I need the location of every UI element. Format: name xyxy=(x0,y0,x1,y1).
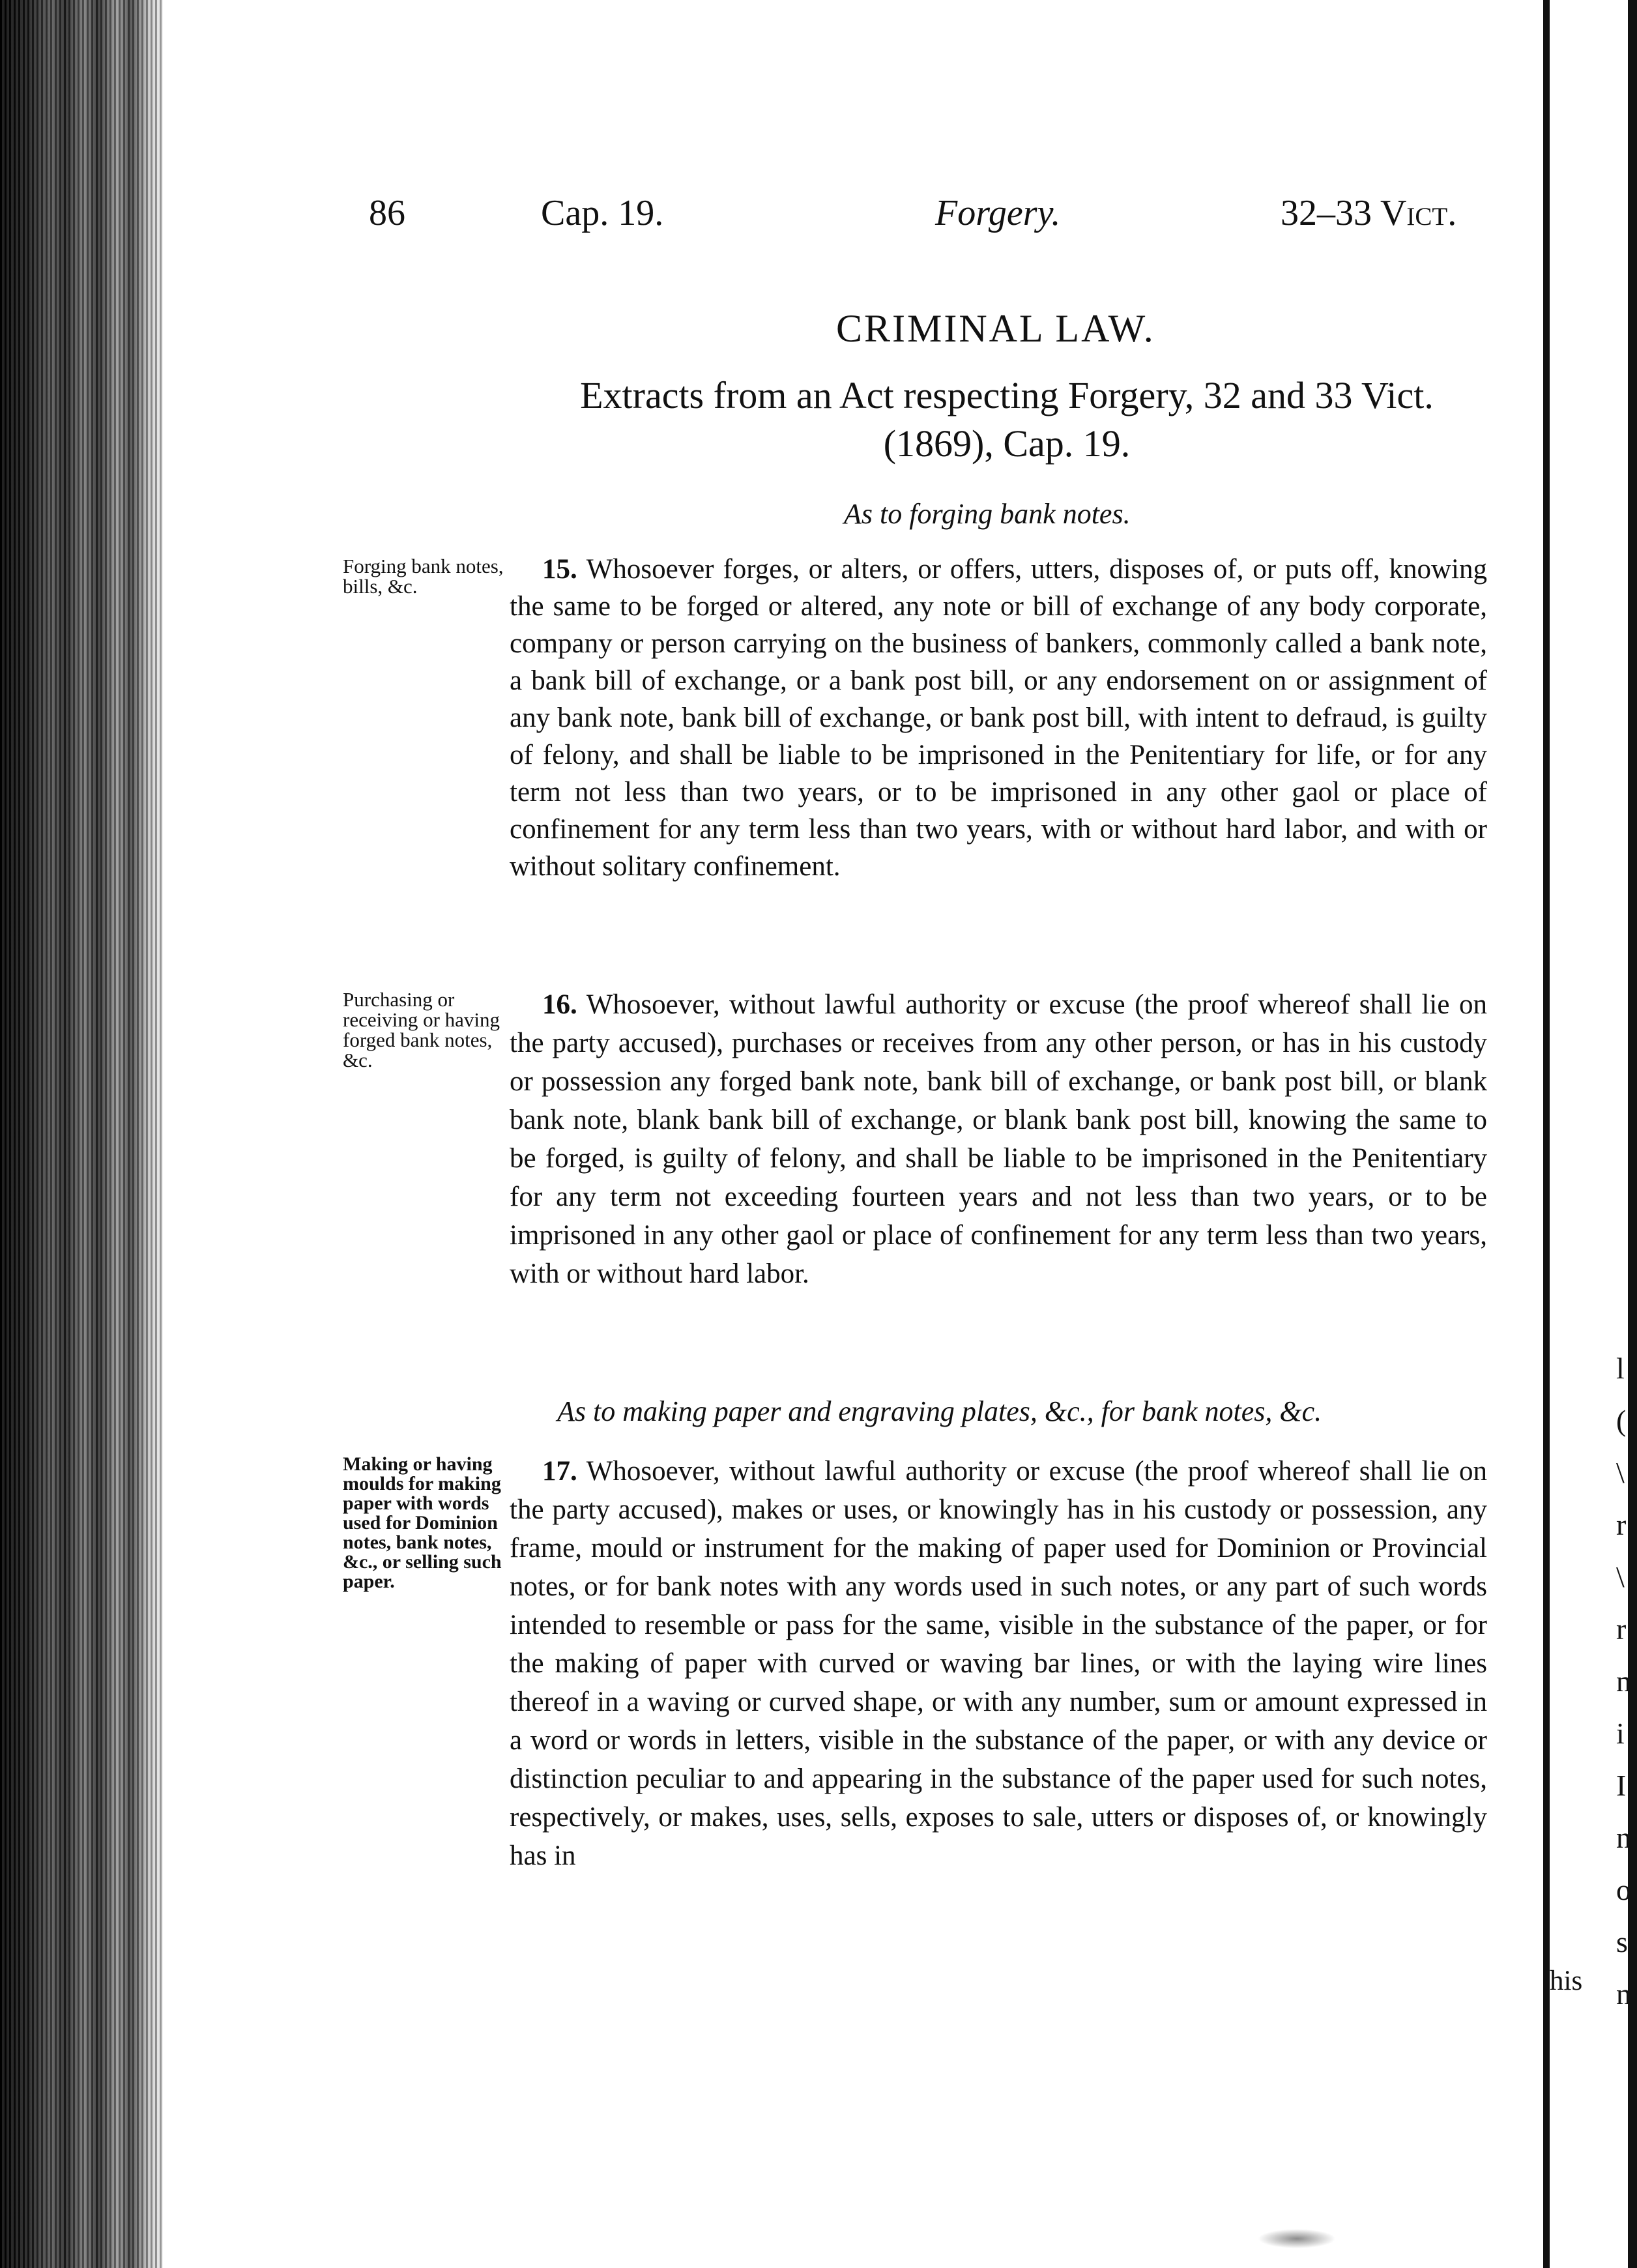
heading-bank-notes: As to forging bank notes. xyxy=(844,498,1131,530)
ink-smudge xyxy=(1258,2229,1336,2248)
section-17 xyxy=(510,1452,1487,1875)
topic-label: Forgery. xyxy=(935,193,1061,233)
next-page-letter: r xyxy=(1616,1508,1627,1541)
next-page-letter: I xyxy=(1616,1769,1627,1802)
section-text: Whosoever, without lawful authority or excuse (the proof whereof shall lie on the party accused), makes or uses, or knowingly has in his custody or possession, any frame, mould or instrument for the making of paper used for Dominion or Provincial notes, or for bank notes with any words used in such notes, or any part of such words intended to resemble or pass for the same, visible in the substance of the paper, or for the making of paper with curved or waving bar lines, or with the laying wire lines thereof in a waving or curved shape, or with any number, sum or amount expressed in a word or words in letters, visible in the substance of the paper, or with any device or distinction peculiar to and appearing in the substance of the paper used for such notes, respectively, or makes, uses, sells, exposes to sale, utters or disposes of, or knowingly has in xyxy=(510,1456,1487,1871)
next-page-letter: n xyxy=(1616,1821,1631,1854)
section-text: Whosoever forges, or alters, or offers, utters, disposes of, or puts off, knowing the same to be forged or altered, any note or bill of exchange of any body corporate, company or person carrying on the business of bankers, commonly called a bank note, a bank bill of exchange, or a bank post bill, or any endorsement on or assignment of any bank note, bank bill of exchange, or bank post bill, with intent to defraud, is guilty of felony, and shall be liable to be imprisoned in the Penitentiary for life, or for any term not less than two years, or to be imprisoned in any other gaol or place of confinement for any term less than two years, with or without hard labor, and with or without solitary confinement. xyxy=(510,554,1487,882)
section-16 xyxy=(510,985,1487,1293)
margin-note-16: Purchasing or receiving or having forged bank notes, &c. xyxy=(343,988,500,1071)
margin-note-15: Forging bank notes, bills, &c. xyxy=(343,555,504,598)
catchword: his xyxy=(1550,1966,1583,1996)
page-number: 86 xyxy=(369,193,405,233)
section-number: 15. xyxy=(542,554,577,585)
heading-paper-plates: As to making paper and engraving plates, &c., for bank notes, &c. xyxy=(557,1395,1322,1427)
next-page-letter: i xyxy=(1616,1717,1625,1750)
next-page-letter: n xyxy=(1616,1977,1631,2011)
next-page-letter: l xyxy=(1616,1352,1625,1385)
next-page-letter: r xyxy=(1616,1612,1627,1646)
next-page-letter: ( xyxy=(1616,1404,1627,1437)
next-page-letter: n xyxy=(1616,1665,1631,1698)
running-head xyxy=(163,192,1537,244)
document-page xyxy=(163,0,1583,2268)
margin-note-17: Making or having moulds for making paper with words used for Dominion notes, bank notes, &c., or selling such paper. xyxy=(343,1453,502,1592)
next-page-fragment xyxy=(1616,1343,1632,2020)
next-page-letter: \ xyxy=(1616,1456,1625,1489)
next-page-letter: \ xyxy=(1616,1560,1625,1593)
section-number: 16. xyxy=(542,989,577,1020)
section-text: Whosoever, without lawful authority or excuse (the proof whereof shall lie on the party accused), purchases or receives from any other person, or has in his custody or possession any forged bank note, bank bill of exchange, or bank post bill, or blank bank note, blank bank bill of exchange, or blank bank post bill, knowing the same to be forged, is guilty of felony, and shall be liable to be imprisoned in the Penitentiary for any term not exceeding fourteen years and not less than two years, or to be imprisoned in any other gaol or place of confinement for any term less than two years, with or without hard labor. xyxy=(510,989,1487,1289)
section-15 xyxy=(510,551,1487,885)
chapter-label: Cap. 19. xyxy=(541,193,664,233)
section-number: 17. xyxy=(542,1456,577,1487)
statute-label: 32–33 Vict. xyxy=(1281,193,1457,233)
page-title: CRIMINAL LAW. xyxy=(836,307,1155,350)
next-page-letter: s xyxy=(1616,1925,1628,1958)
next-page-letter: o xyxy=(1616,1873,1631,1906)
page-subtitle: Extracts from an Act respecting Forgery, 32 and 33 Vict. (1869), Cap. 19. xyxy=(580,374,1434,465)
book-spine-edge xyxy=(0,0,163,2268)
